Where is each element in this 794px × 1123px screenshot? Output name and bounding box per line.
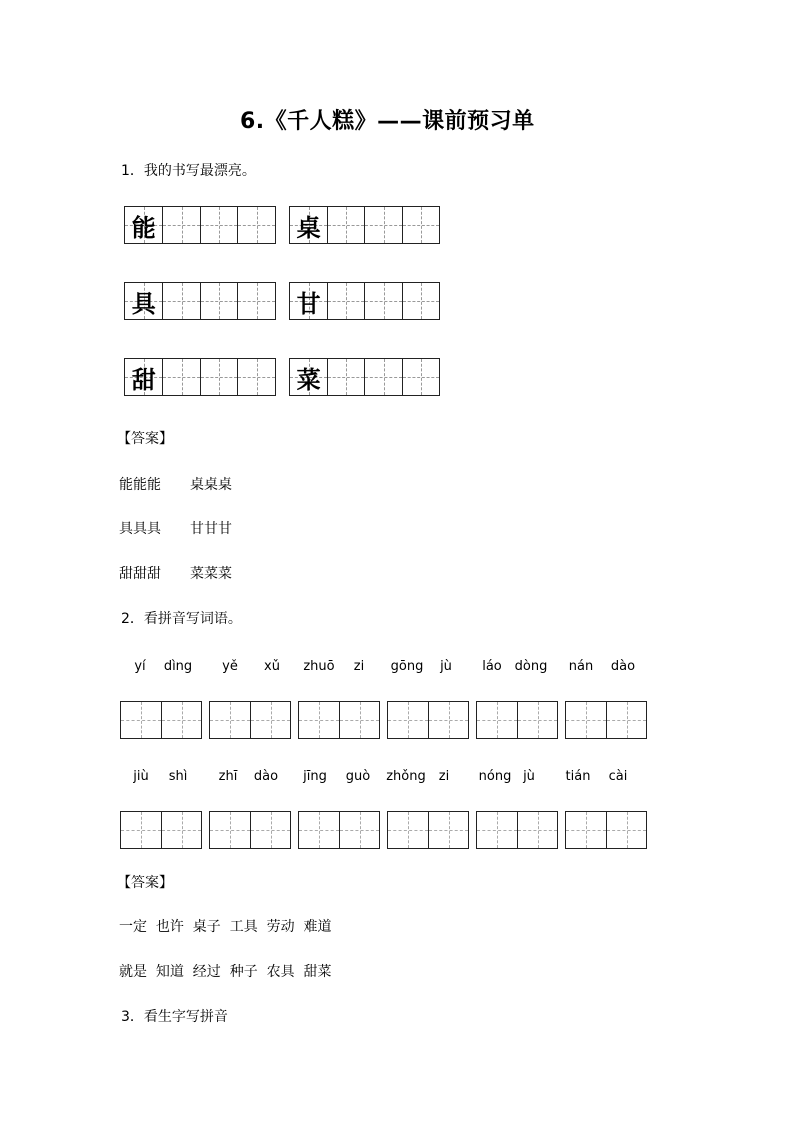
pinyin: jīng (303, 769, 327, 784)
pinyin: shì (168, 769, 188, 784)
pinyin: zhuō (303, 659, 335, 674)
pinyin-answer-box[interactable] (209, 811, 291, 849)
answer-text: 菜菜菜 (190, 566, 232, 582)
char-practice-row[interactable] (124, 206, 276, 244)
char-practice-row[interactable] (124, 358, 276, 396)
pinyin-answer-box[interactable] (298, 701, 380, 739)
pinyin: jiù (133, 769, 149, 784)
answer-text: 具具具 (119, 521, 161, 537)
answer-text: 桌桌桌 (190, 477, 232, 493)
answer-text: 一定 也许 桌子 工具 劳动 难道 (119, 919, 332, 935)
answer-text: 甜甜甜 (119, 566, 161, 582)
pinyin: zhī (218, 769, 238, 784)
char-practice-row[interactable] (124, 282, 276, 320)
pinyin-answer-box[interactable] (565, 811, 647, 849)
pinyin: nóng (478, 769, 512, 784)
char-practice-row[interactable] (289, 358, 440, 396)
char-practice-row[interactable] (289, 206, 440, 244)
answer-text: 能能能 (119, 477, 161, 493)
pinyin: láo (482, 659, 502, 674)
page-title: 6.《千人糕》——课前预习单 (240, 109, 535, 134)
pinyin: xǔ (264, 659, 280, 674)
pinyin-answer-box[interactable] (120, 811, 202, 849)
pinyin-answer-box[interactable] (209, 701, 291, 739)
answer-label: 【答案】 (117, 875, 173, 891)
pinyin: dòng (514, 659, 548, 674)
pinyin: guò (345, 769, 371, 784)
pinyin-answer-box[interactable] (298, 811, 380, 849)
answer-label: 【答案】 (117, 431, 173, 447)
pinyin: yí (134, 659, 146, 674)
model-char: 桌 (296, 212, 321, 242)
pinyin: cài (608, 769, 628, 784)
answer-text: 就是 知道 经过 种子 农具 甜菜 (119, 964, 332, 980)
model-char: 甘 (296, 288, 321, 318)
pinyin: tián (565, 769, 591, 784)
answer-text: 甘甘甘 (190, 521, 232, 537)
pinyin: jù (523, 769, 535, 784)
pinyin: zi (353, 659, 365, 674)
pinyin-answer-box[interactable] (387, 701, 469, 739)
pinyin: jù (440, 659, 452, 674)
pinyin: dìng (163, 659, 193, 674)
char-practice-row[interactable] (289, 282, 440, 320)
pinyin: yě (222, 659, 238, 674)
model-char: 菜 (296, 364, 321, 394)
model-char: 能 (131, 212, 156, 242)
pinyin: gōng (390, 659, 424, 674)
pinyin: dào (610, 659, 636, 674)
pinyin-answer-box[interactable] (476, 811, 558, 849)
question-3-label: 3．看生字写拼音 (121, 1009, 228, 1025)
question-1-label: 1．我的书写最漂亮。 (121, 163, 256, 179)
pinyin: zi (438, 769, 450, 784)
pinyin: dào (253, 769, 279, 784)
model-char: 具 (131, 288, 156, 318)
pinyin-answer-box[interactable] (476, 701, 558, 739)
pinyin: nán (568, 659, 594, 674)
pinyin-answer-box[interactable] (120, 701, 202, 739)
model-char: 甜 (131, 364, 156, 394)
pinyin: zhǒng (386, 769, 426, 784)
pinyin-answer-box[interactable] (565, 701, 647, 739)
pinyin-answer-box[interactable] (387, 811, 469, 849)
question-2-label: 2．看拼音写词语。 (121, 611, 242, 627)
